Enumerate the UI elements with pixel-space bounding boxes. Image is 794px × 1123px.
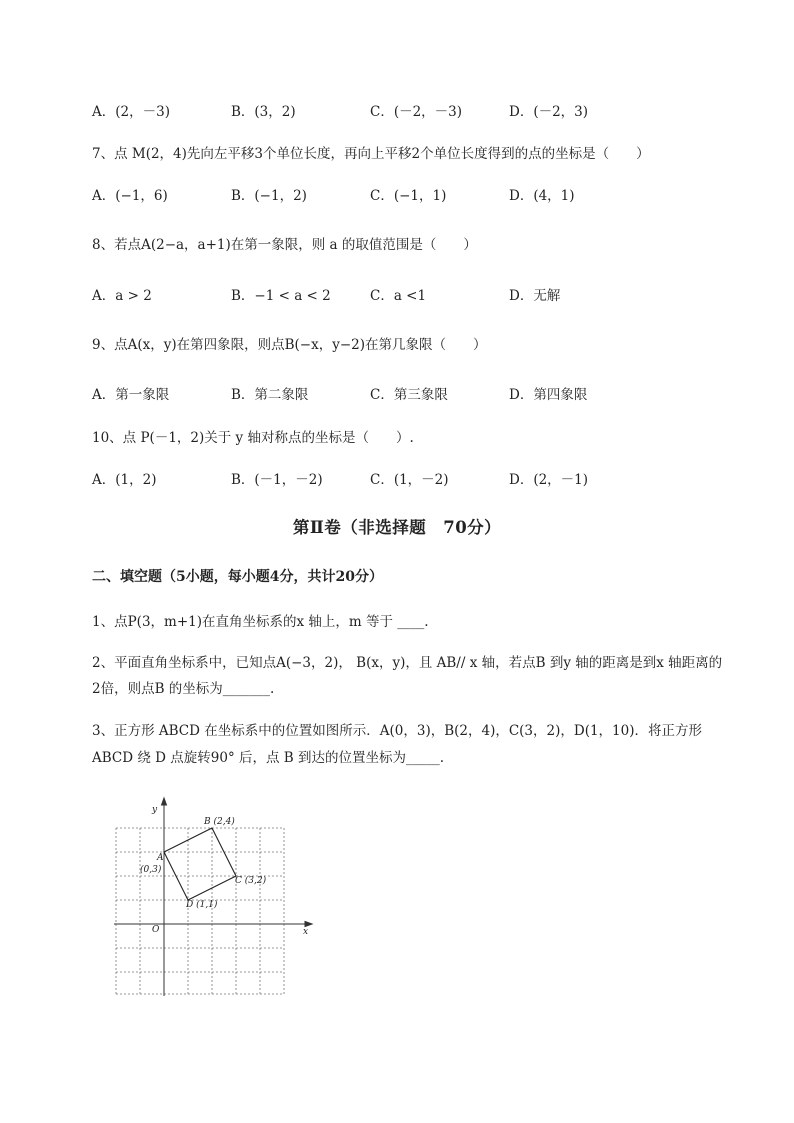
x-axis-arrow [305,922,312,927]
q6-option-d[interactable]: D．(－2，3) [509,104,589,120]
label-b: B (2,4) [204,817,235,827]
square-abcd [164,828,236,900]
q6-option-b[interactable]: B．(3，2) [231,104,296,120]
q10-option-b[interactable]: B．(－1，－2) [231,472,323,488]
label-a: A [157,853,164,863]
q8-option-c[interactable]: C．a <1 [370,288,427,304]
coordinate-figure [112,790,322,1000]
y-axis-arrow [162,798,167,805]
q6-option-a[interactable]: A．(2，－3) [92,104,170,120]
q7-option-b[interactable]: B．(−1，2) [231,188,307,204]
fill-q1: 1、点P(3，m+1)在直角坐标系的x 轴上，m 等于 ____. [92,614,429,630]
q9-option-b[interactable]: B．第二象限 [231,387,309,403]
q9-stem: 9、点A(x，y)在第四象限，则点B(−x，y−2)在第几象限（ ） [92,337,487,353]
coordinate-grid-svg [112,790,322,1000]
q8-stem: 8、若点A(2−a，a+1)在第一象限，则 a 的取值范围是（ ） [92,237,477,253]
q7-stem: 7、点 M(2，4)先向左平移3个单位长度，再向上平移2个单位长度得到的点的坐标是（ ） [92,146,650,162]
fill-q2-line1: 2、平面直角坐标系中，已知点A(−3，2)， B(x，y)，且 AB// x 轴，若点B 到y 轴的距离是到x 轴距离的 [92,655,723,671]
q7-options [92,184,712,204]
q7-option-c[interactable]: C．(−1，1) [370,188,447,204]
q9-options [92,383,712,403]
q10-options [92,468,712,488]
label-c: C (3,2) [235,876,267,886]
label-d: D (1,1) [186,900,218,910]
origin-label: O [152,925,160,935]
fill-q3-line1: 3、正方形 ABCD 在坐标系中的位置如图所示．A(0，3)，B(2，4)，C(3，2)，D(1，10)．将正方形 [92,723,703,739]
q8-option-b[interactable]: B．−1 < a < 2 [231,288,331,304]
grid-lines [116,828,284,994]
q10-option-a[interactable]: A．(1，2) [92,472,157,488]
q7-option-d[interactable]: D．(4，1) [509,188,575,204]
label-a-coord: (0,3) [140,865,162,875]
q9-option-a[interactable]: A．第一象限 [92,387,170,403]
q7-option-a[interactable]: A．(−1，6) [92,188,168,204]
q6-options [92,100,712,120]
q8-option-d[interactable]: D．无解 [509,288,561,304]
q9-option-d[interactable]: D．第四象限 [509,387,588,403]
part2-heading: 二、填空题（5小题，每小题4分，共计20分） [92,569,383,585]
q10-stem: 10、点 P(－1，2)关于 y 轴对称点的坐标是（ ）. [92,430,414,446]
q8-option-a[interactable]: A．a > 2 [92,288,152,304]
fill-q3-line2: ABCD 绕 D 点旋转90° 后，点 B 到达的位置坐标为_____. [92,750,445,766]
q10-option-c[interactable]: C．(1，－2) [370,472,449,488]
x-axis-label: x [303,927,309,937]
q8-options [92,284,712,304]
q9-option-c[interactable]: C．第三象限 [370,387,448,403]
q10-option-d[interactable]: D．(2，－1) [509,472,589,488]
q6-option-c[interactable]: C．(－2，－3) [370,104,463,120]
section-title: 第Ⅱ卷（非选择题 70分） [292,518,502,537]
y-axis-label: y [152,805,158,815]
fill-q2-line2: 2倍，则点B 的坐标为_______. [92,681,275,697]
